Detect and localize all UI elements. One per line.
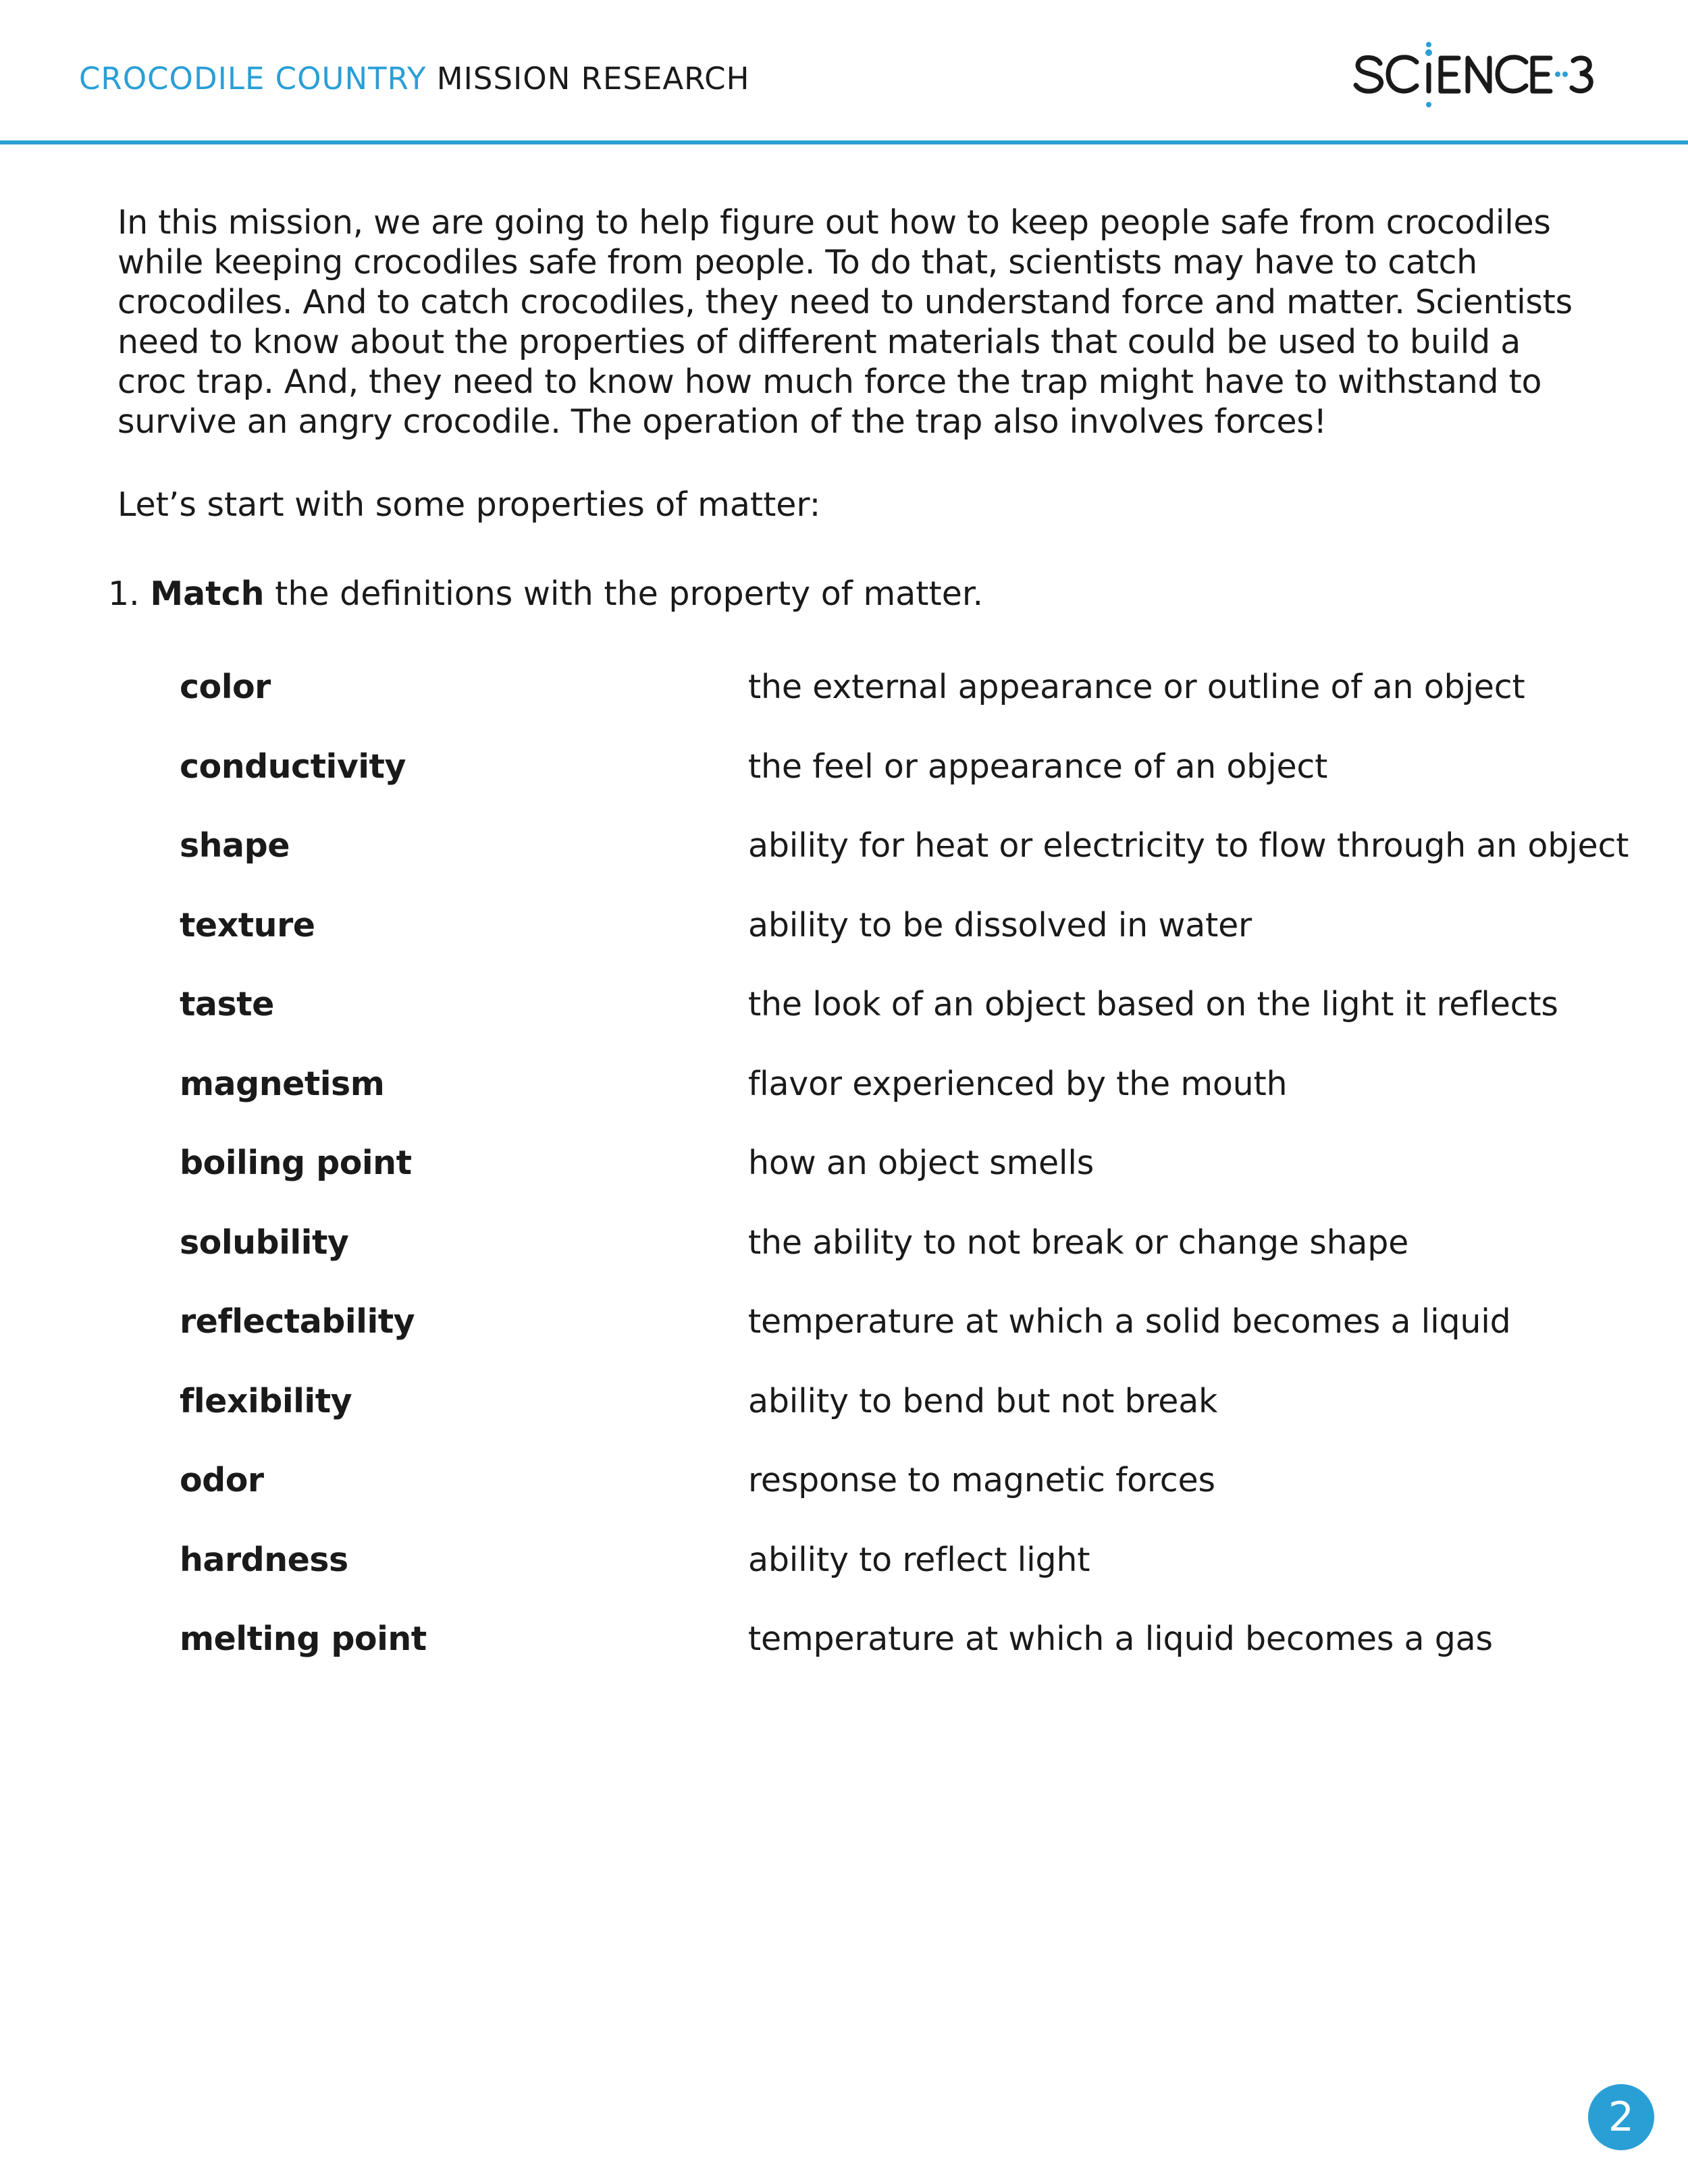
property-term: boiling point <box>180 1144 412 1182</box>
property-term: hardness <box>180 1540 348 1579</box>
match-row <box>180 747 1598 826</box>
match-list <box>180 667 1629 1699</box>
science3d-logo <box>1350 41 1607 115</box>
property-term: conductivity <box>180 747 406 786</box>
property-definition: how an object smells <box>748 1144 1094 1182</box>
match-row <box>180 826 1629 905</box>
property-definition: response to magnetic forces <box>748 1461 1215 1499</box>
question-verb: Match <box>150 575 265 613</box>
header-title <box>79 61 749 97</box>
match-row <box>180 1223 1598 1302</box>
match-row <box>180 1619 1598 1699</box>
header-title-highlight: CROCODILE COUNTRY <box>79 61 427 97</box>
property-term: melting point <box>180 1620 427 1658</box>
property-term: reflectability <box>180 1302 415 1341</box>
property-definition: the external appearance or outline of an object <box>748 668 1525 706</box>
property-term: texture <box>180 905 315 944</box>
lead-sentence: Let’s start with some properties of matter: <box>117 485 821 524</box>
property-definition: ability to be dissolved in water <box>748 905 1252 944</box>
property-definition: the look of an object based on the light it reflects <box>748 985 1558 1023</box>
question-1 <box>108 574 983 614</box>
property-definition: temperature at which a solid becomes a liquid <box>748 1302 1511 1341</box>
match-row <box>180 1381 1598 1461</box>
property-definition: flavor experienced by the mouth <box>748 1064 1288 1103</box>
page-header <box>0 0 1688 143</box>
property-term: magnetism <box>180 1064 385 1103</box>
property-definition: ability for heat or electricity to flow through an object <box>748 826 1629 865</box>
match-row <box>180 667 1598 747</box>
property-definition: the feel or appearance of an object <box>748 747 1328 786</box>
match-row <box>180 1460 1598 1540</box>
header-title-rest: MISSION RESEARCH <box>436 61 750 97</box>
property-definition: the ability to not break or change shape <box>748 1223 1409 1262</box>
match-row <box>180 984 1598 1064</box>
page-number-badge: 2 <box>1588 2084 1654 2150</box>
match-row <box>180 1302 1598 1381</box>
property-term: color <box>180 668 271 706</box>
property-term: odor <box>180 1461 264 1499</box>
property-definition: temperature at which a liquid becomes a gas <box>748 1620 1493 1658</box>
match-row <box>180 1540 1598 1620</box>
match-row <box>180 1064 1598 1144</box>
property-term: flexibility <box>180 1381 352 1420</box>
intro-section <box>117 203 1576 442</box>
property-term: taste <box>180 985 274 1023</box>
property-term: shape <box>180 826 290 865</box>
property-definition: ability to bend but not break <box>748 1381 1218 1420</box>
property-definition: ability to reflect light <box>748 1540 1090 1579</box>
intro-paragraph: In this mission, we are going to help figure out how to keep people safe from crocodiles while keeping crocodiles safe from people. To do that, scientists may have to catch crocodiles. And to catch crocodiles, they need to understand force and matter. Scientists need to know about the properties of different materials that could be used to build a croc trap. And, they need to know how much force the trap might have to withstand to survive an angry crocodile. The operation of the trap also involves forces! <box>117 203 1573 441</box>
question-text: the definitions with the property of matter. <box>275 575 984 613</box>
header-divider <box>0 140 1688 144</box>
question-number: 1. <box>108 575 140 613</box>
match-row <box>180 1143 1598 1223</box>
match-row <box>180 905 1598 985</box>
property-term: solubility <box>180 1223 349 1262</box>
